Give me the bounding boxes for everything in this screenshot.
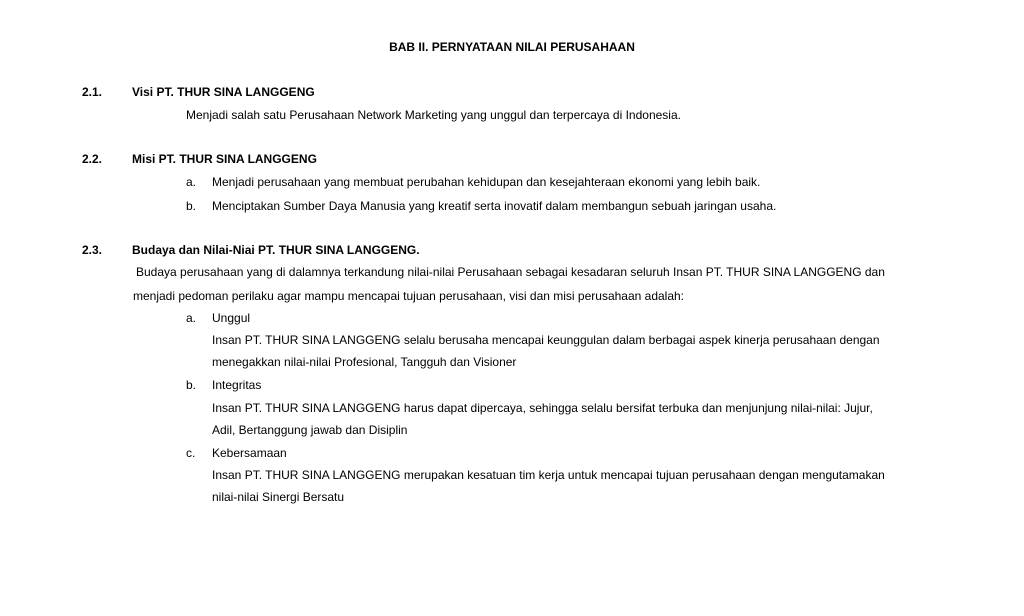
value-description-line: menegakkan nilai-nilai Profesional, Tangguh dan Visioner bbox=[212, 355, 517, 369]
value-description-line: Insan PT. THUR SINA LANGGENG merupakan kesatuan tim kerja untuk mencapai tujuan perusahaan dengan mengutamakan bbox=[212, 468, 885, 482]
value-marker: a. bbox=[186, 311, 197, 325]
value-name-unggul: Unggul bbox=[212, 311, 251, 325]
section-number-2-1: 2.1. bbox=[82, 85, 103, 99]
misi-item-text: Menciptakan Sumber Daya Manusia yang kreatif serta inovatif dalam membangun sebuah jaringan usaha. bbox=[212, 199, 777, 213]
budaya-intro-line: menjadi pedoman perilaku agar mampu mencapai tujuan perusahaan, visi dan misi perusahaan adalah: bbox=[133, 289, 685, 303]
value-description-line: nilai-nilai Sinergi Bersatu bbox=[212, 490, 345, 504]
value-marker: c. bbox=[186, 446, 196, 460]
visi-text: Menjadi salah satu Perusahaan Network Marketing yang unggul dan terpercaya di Indonesia. bbox=[186, 108, 681, 122]
value-name-integritas: Integritas bbox=[212, 378, 262, 392]
value-marker: b. bbox=[186, 378, 197, 392]
value-description-line: Insan PT. THUR SINA LANGGENG selalu berusaha mencapai keunggulan dalam berbagai aspek kinerja perusahaan dengan bbox=[212, 333, 880, 347]
misi-item-text: Menjadi perusahaan yang membuat perubahan kehidupan dan kesejahteraan ekonomi yang lebih baik. bbox=[212, 175, 761, 189]
misi-item-marker: a. bbox=[186, 175, 197, 189]
budaya-intro-line: Budaya perusahaan yang di dalamnya terkandung nilai-nilai Perusahaan sebagai kesadaran seluruh Insan PT. THUR SINA LANGGENG dan bbox=[136, 265, 885, 279]
section-title-budaya: Budaya dan Nilai-Niai PT. THUR SINA LANGGENG. bbox=[132, 243, 420, 257]
misi-item-marker: b. bbox=[186, 199, 197, 213]
value-description-line: Adil, Bertanggung jawab dan Disiplin bbox=[212, 423, 408, 437]
section-number-2-2: 2.2. bbox=[82, 152, 103, 166]
section-number-2-3: 2.3. bbox=[82, 243, 103, 257]
section-title-visi: Visi PT. THUR SINA LANGGENG bbox=[132, 85, 315, 99]
value-name-kebersamaan: Kebersamaan bbox=[212, 446, 287, 460]
chapter-title: BAB II. PERNYATAAN NILAI PERUSAHAAN bbox=[389, 40, 635, 54]
section-title-misi: Misi PT. THUR SINA LANGGENG bbox=[132, 152, 317, 166]
value-description-line: Insan PT. THUR SINA LANGGENG harus dapat dipercaya, sehingga selalu bersifat terbuka dan menjunjung nilai-nilai: Jujur, bbox=[212, 401, 873, 415]
